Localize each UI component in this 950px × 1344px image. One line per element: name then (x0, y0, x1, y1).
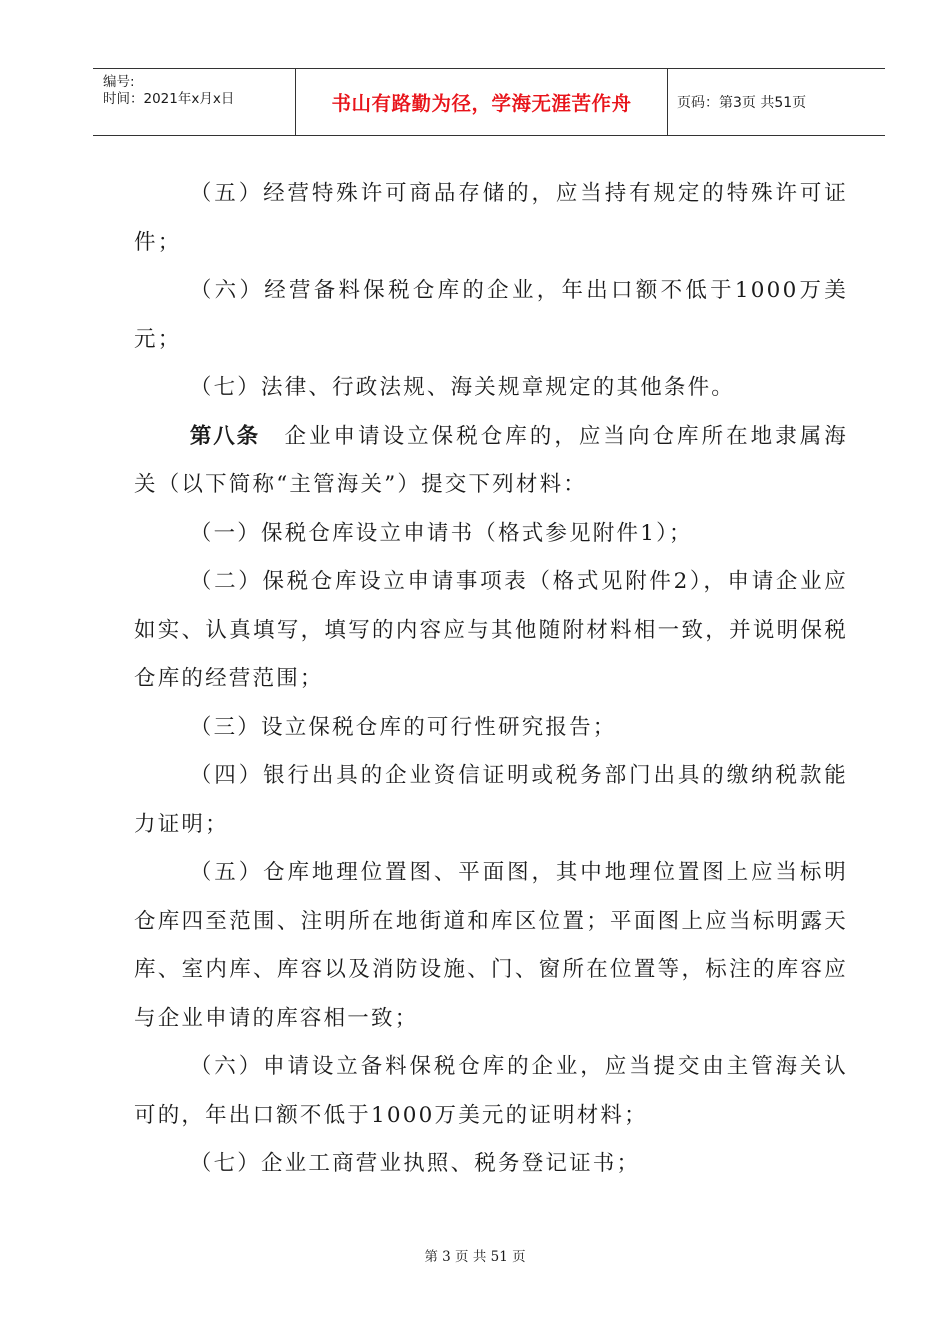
article-heading: 第八条 (189, 423, 260, 449)
paragraph: （二）保税仓库设立申请事项表（格式见附件2），申请企业应如实、认真填写，填写的内容应与其他随附材料相一致，并说明保税仓库的经营范围； (134, 569, 848, 691)
document-number-label: 编号: (103, 74, 135, 90)
paragraph: （四）银行出具的企业资信证明或税务部门出具的缴纳税款能力证明； (134, 763, 848, 837)
page-footer: 第 3 页 共 51 页 (424, 1249, 526, 1265)
document-time-label: 时间：2021年x月x日 (103, 91, 235, 107)
document-body (134, 170, 848, 1189)
paragraph: （六）经营备料保税仓库的企业，年出口额不低于1000万美元； (134, 278, 848, 352)
page-header (93, 68, 885, 136)
article-text: 企业申请设立保税仓库的，应当向仓库所在地隶属海关（以下简称“主管海关”）提交下列材料： (134, 423, 848, 497)
paragraph: （五）仓库地理位置图、平面图，其中地理位置图上应当标明仓库四至范围、注明所在地街道和库区位置；平面图上应当标明露天库、室内库、库容以及消防设施、门、窗所在位置等，标注的库容应与企业申请的库容相一致； (134, 860, 848, 1031)
paragraph: （五）经营特殊许可商品存储的，应当持有规定的特殊许可证件； (134, 181, 848, 255)
paragraph: （七）企业工商营业执照、税务登记证书； (189, 1151, 641, 1176)
paragraph: （七）法律、行政法规、海关规章规定的其他条件。 (189, 375, 735, 400)
article-paragraph (134, 413, 848, 510)
header-page-indicator: 页码：第3页 共51页 (677, 95, 807, 111)
paragraph: （六）申请设立备料保税仓库的企业，应当提交由主管海关认可的，年出口额不低于1000万美元的证明材料； (134, 1054, 848, 1128)
paragraph: （三）设立保税仓库的可行性研究报告； (189, 714, 617, 740)
paragraph: （一）保税仓库设立申请书（格式参见附件1）； (189, 520, 693, 546)
header-motto: 书山有路勤为径，学海无涯苦作舟 (295, 69, 668, 135)
header-meta (93, 69, 295, 135)
